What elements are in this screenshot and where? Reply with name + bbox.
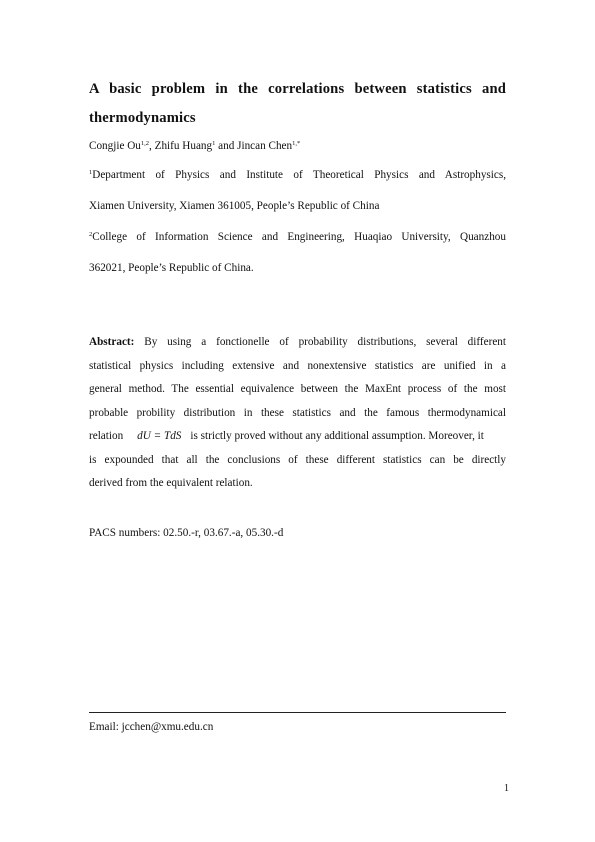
affiliation-2-text: College of Information Science and Engineering, Huaqiao University, Quanzhou	[92, 231, 506, 243]
affiliation-2-line-1	[89, 230, 506, 244]
author-3-affiliation-mark: 1,*	[292, 140, 301, 147]
abstract-line-5	[89, 429, 506, 443]
author-separator-2: and	[215, 140, 238, 152]
abstract-line-7: derived from the equivalent relation.	[89, 477, 253, 489]
abstract-line-3: general method. The essential equivalence between the MaxEnt process of the most	[89, 383, 506, 395]
affiliation-1-text: Department of Physics and Institute of Theoretical Physics and Astrophysics,	[92, 169, 506, 181]
abstract-line-5-post: is strictly proved without any additional assumption. Moreover, it	[190, 430, 484, 442]
title-line-1: A basic problem in the correlations between statistics and	[89, 81, 506, 97]
abstract-line-2: statistical physics including extensive and nonextensive statistics are unified in a	[89, 360, 506, 372]
author-1-name: Congjie Ou	[89, 140, 141, 152]
page-number: 1	[504, 783, 509, 794]
affiliation-1-line-2: Xiamen University, Xiamen 361005, People’s Republic of China	[89, 200, 380, 212]
equation-du-tds: dU = TdS	[137, 430, 182, 442]
title-line-2: thermodynamics	[89, 110, 196, 126]
abstract-line-1-text: By using a fonctionelle of probability distributions, several different	[134, 336, 506, 348]
author-2-name: Zhifu Huang	[154, 140, 213, 152]
affiliation-1-line-1	[89, 168, 506, 182]
author-3-name: Jincan Chen	[237, 140, 293, 152]
affiliation-2-line-2: 362021, People’s Republic of China.	[89, 262, 254, 274]
footnote-rule	[89, 712, 506, 713]
pacs-numbers: PACS numbers: 02.50.-r, 03.67.-a, 05.30.-d	[89, 527, 284, 539]
author-list	[89, 139, 506, 153]
author-2-affiliation-mark: 1	[212, 140, 216, 147]
abstract-line-6: is expounded that all the conclusions of these different statistics can be directly	[89, 454, 506, 466]
footnote-email: Email: jcchen@xmu.edu.cn	[89, 721, 214, 733]
abstract-line-4: probable probility distribution in these statistics and the famous thermodynamical	[89, 407, 506, 419]
abstract-line-1	[89, 335, 506, 349]
affiliation-1-mark: 1	[89, 169, 93, 176]
abstract-line-5-pre: relation	[89, 430, 124, 442]
abstract-label: Abstract:	[89, 336, 135, 348]
author-separator-1: ,	[149, 140, 155, 152]
affiliation-2-mark: 2	[89, 231, 93, 238]
author-1-affiliation-mark: 1,2	[140, 140, 150, 147]
